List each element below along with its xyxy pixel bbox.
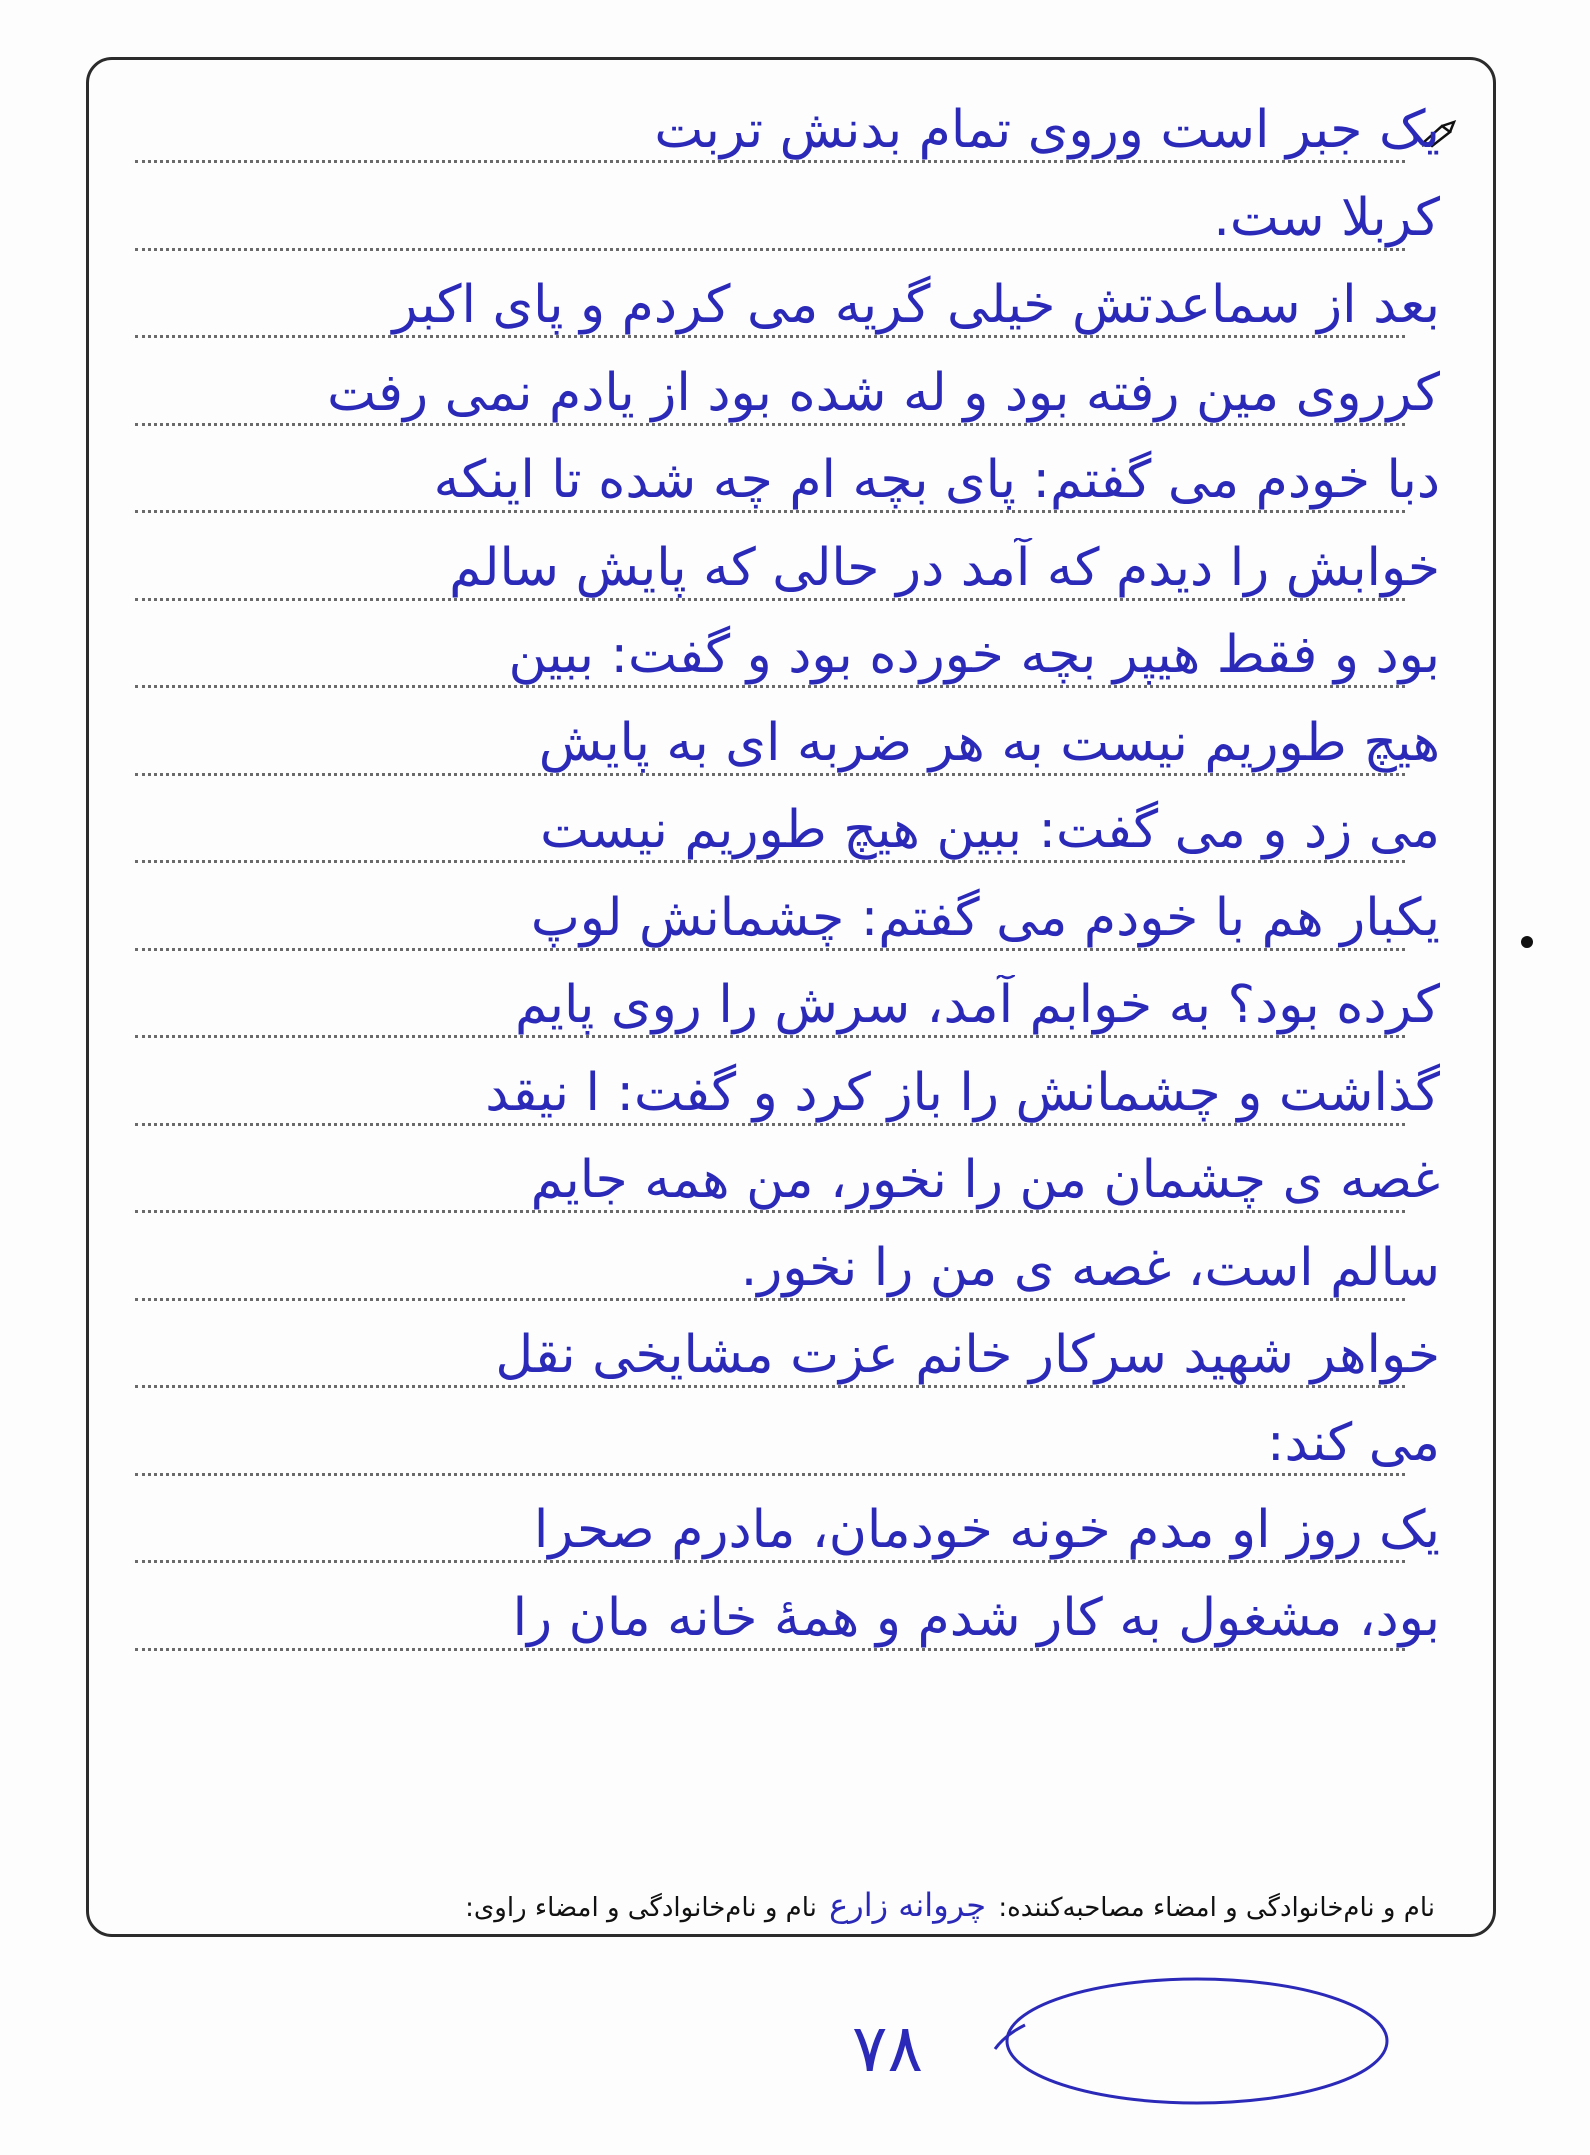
ruled-line (135, 423, 1405, 426)
handwritten-line: کرده بود؟ به خوابم آمد، سرش را روی پایم (514, 975, 1440, 1035)
signature-footer (465, 1886, 1435, 1924)
ruled-line (135, 948, 1405, 951)
ruled-line (135, 248, 1405, 251)
handwritten-line: می کند: (1267, 1412, 1440, 1473)
page-number: ۷۸ (852, 2010, 923, 2087)
handwritten-line: خواهر شهید سرکار خانم عزت مشایخی نقل (495, 1325, 1440, 1385)
ruled-line (135, 510, 1405, 513)
ruled-line (135, 335, 1405, 338)
ruled-line (135, 1560, 1405, 1563)
ruled-line (135, 1210, 1405, 1213)
handwritten-line: دبا خودم می گفتم: پای بچه ام چه شده تا اینکه (433, 450, 1440, 510)
ruled-line (135, 1035, 1405, 1038)
ruled-line (135, 1298, 1405, 1301)
narrator-label: نام و نام‌خانوادگی و امضاء راوی: (465, 1893, 817, 1923)
ruled-line (135, 860, 1405, 863)
handwritten-line: سالم است، غصه ی من را نخور. (740, 1237, 1440, 1298)
handwritten-line: خوابش را دیدم که آمد در حالی که پایش سالم (449, 537, 1440, 598)
margin-dot (1521, 936, 1533, 948)
handwritten-line: می زد و می گفت: ببین هیچ طوریم نیست (540, 800, 1440, 860)
ruled-line (135, 1123, 1405, 1126)
handwritten-line: غصه ی چشمان من را نخور، من همه جایم (530, 1150, 1440, 1210)
ruled-line (135, 160, 1405, 163)
ruled-line (135, 598, 1405, 601)
handwritten-line: کربلا ست. (1213, 187, 1440, 248)
ruled-line (135, 1648, 1405, 1651)
handwritten-line: کرروی مین رفته بود و له شده بود از یادم نمی رفت (327, 362, 1440, 423)
interviewer-signature: چروانه زارع (829, 1886, 987, 1924)
handwritten-line: گذاشت و چشمانش را باز کرد و گفت: ا نیقد (485, 1062, 1440, 1123)
ruled-line (135, 773, 1405, 776)
interviewer-label: نام و نام‌خانوادگی و امضاء مصاحبه‌کننده: (998, 1893, 1435, 1923)
handwritten-line: یکبار هم با خودم می گفتم: چشمانش لوپ (530, 887, 1440, 948)
ruled-line (135, 685, 1405, 688)
handwritten-line: هیچ طوریم نیست به هر ضربه ای به پایش (538, 712, 1440, 773)
handwritten-line: یک جبر است وروی تمام بدنش تربت (654, 100, 1440, 160)
signature-oval (985, 1965, 1405, 2115)
handwritten-line: یک روز او مدم خونه خودمان، مادرم صحرا (533, 1500, 1440, 1560)
handwritten-line: بود، مشغول به کار شدم و همهٔ خانه مان را (512, 1587, 1440, 1648)
handwritten-line: بعد از سماعدتش خیلی گریه می کردم و پای اکبر (392, 275, 1440, 335)
ruled-line (135, 1385, 1405, 1388)
handwritten-line: بود و فقط هیپر بچه خورده بود و گفت: ببین (508, 625, 1440, 685)
ruled-line (135, 1473, 1405, 1476)
